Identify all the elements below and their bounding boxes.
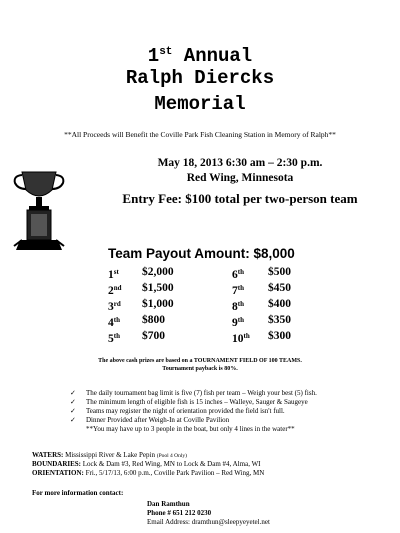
rule-text: The daily tournament bag limit is five (7) fish per team – Weigh your best (5) fish. [86, 389, 317, 397]
title-ordinal: 1 [147, 45, 160, 67]
list-item [70, 389, 395, 398]
prize-table [108, 264, 318, 344]
contact-heading: For more information contact: [32, 489, 124, 497]
place-number: 6 [232, 269, 238, 281]
prize-row [108, 264, 318, 280]
event-location: Red Wing, Minnesota [186, 172, 294, 184]
place-number: 9 [232, 317, 238, 329]
place-suffix: th [113, 332, 120, 340]
payout-note-payback: Tournament payback is 80%. [162, 366, 238, 372]
prize-amount: $300 [268, 330, 291, 342]
place-number: 4 [108, 317, 114, 329]
place-suffix: th [237, 268, 244, 276]
place-suffix: st [113, 268, 119, 276]
place-suffix: rd [113, 300, 121, 308]
check-icon: ✓ [70, 407, 76, 415]
prize-row [108, 280, 318, 296]
place-number: 8 [232, 301, 238, 313]
rule-text: Dinner Provided after Weigh-In at Coville Pavilion [86, 416, 230, 424]
title-line-1 [0, 40, 400, 68]
entry-fee: Entry Fee: $100 total per two-person team [122, 191, 358, 206]
prize-amount: $800 [142, 314, 165, 326]
prize-amount: $450 [268, 282, 291, 294]
title-line-2: Ralph Diercks [125, 67, 275, 89]
place-number: 3 [108, 301, 114, 313]
place-suffix: th [243, 332, 250, 340]
place-suffix: nd [113, 284, 122, 292]
rules-sub-note: **You may have up to 3 people in the boat, but only 4 lines in the water** [86, 425, 295, 433]
rule-text: Teams may register the night of orientation provided the field isn't full. [86, 407, 285, 415]
title-ordinal-suffix: st [159, 46, 173, 58]
check-icon: ✓ [70, 416, 76, 424]
title-line-3: Memorial [154, 93, 246, 115]
rules-list [70, 389, 395, 434]
rule-text: The minimum length of eligible fish is 15 inches – Walleye, Sauger & Saugeye [86, 398, 308, 406]
list-item [70, 398, 395, 407]
check-icon: ✓ [70, 398, 76, 406]
payout-note-field: The above cash prizes are based on a TOURNAMENT FIELD OF 100 TEAMS. [98, 358, 302, 364]
prize-row [108, 296, 318, 312]
prize-amount: $400 [268, 298, 291, 310]
prize-amount: $500 [268, 266, 291, 278]
info-label: ORIENTATION: [32, 469, 84, 477]
place-number: 2 [108, 285, 114, 297]
info-waters [32, 451, 187, 459]
place-number: 1 [108, 269, 114, 281]
info-value: Mississippi River & Lake Pepin [63, 451, 157, 459]
info-label: BOUNDARIES: [32, 460, 82, 468]
prize-row [108, 312, 318, 328]
payout-heading: Team Payout Amount: $8,000 [108, 246, 295, 261]
place-suffix: th [237, 316, 244, 324]
contact-email: Email Address: dramthun@sleepyeyetel.net [147, 518, 270, 526]
list-item [70, 407, 395, 416]
trophy-icon [12, 170, 66, 255]
check-icon: ✓ [70, 389, 76, 397]
event-date-time: May 18, 2013 6:30 am – 2:30 p.m. [157, 157, 323, 169]
list-item [70, 416, 395, 425]
place-number: 5 [108, 333, 114, 345]
prize-amount: $2,000 [142, 266, 174, 278]
place-suffix: th [237, 300, 244, 308]
info-label: WATERS: [32, 451, 64, 459]
prize-amount: $1,000 [142, 298, 174, 310]
contact-name: Dan Ramthun [147, 500, 190, 508]
place-number: 10 [232, 333, 244, 345]
contact-phone: Phone # 651 212 0230 [147, 509, 212, 517]
proceeds-note: **All Proceeds will Benefit the Coville Park Fish Cleaning Station in Memory of Ralph** [64, 130, 336, 139]
prize-row [108, 328, 318, 344]
prize-amount: $350 [268, 314, 291, 326]
place-suffix: th [237, 284, 244, 292]
info-orientation [32, 469, 264, 477]
info-value: Fri., 5/17/13, 6:00 p.m., Coville Park Pavilion – Red Wing, MN [83, 469, 265, 477]
prize-amount: $1,500 [142, 282, 174, 294]
info-value: Lock & Dam #3, Red Wing, MN to Lock & Dam #4, Alma, WI [81, 460, 261, 468]
place-suffix: th [113, 316, 120, 324]
info-boundaries [32, 460, 261, 468]
place-number: 7 [232, 285, 238, 297]
prize-amount: $700 [142, 330, 165, 342]
title-annual: Annual [172, 45, 253, 67]
info-pool-note: (Pool 4 Only) [156, 453, 187, 459]
